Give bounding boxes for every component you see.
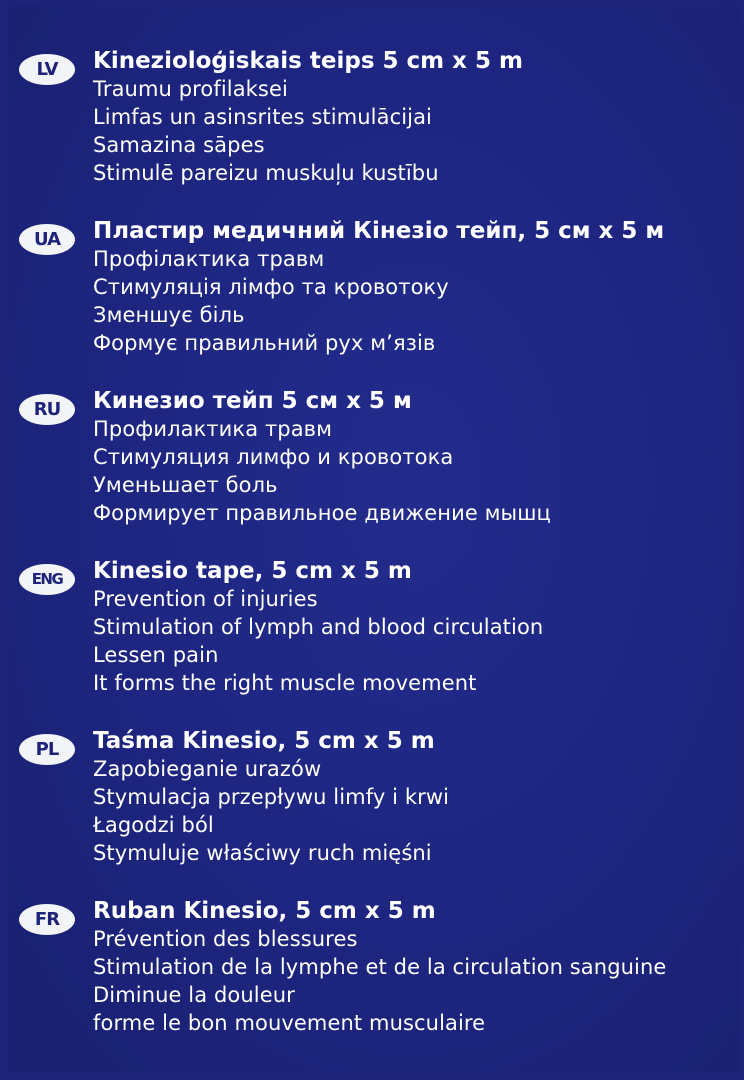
list-item: Стимуляція лімфо та кровотоку (93, 275, 449, 299)
list-item: Prévention des blessures (93, 927, 358, 951)
benefit-list-fr (93, 925, 741, 1037)
benefit-list-ru (93, 415, 741, 527)
list-item: Профилактика травм (93, 417, 333, 441)
list-item: Diminue la douleur (93, 983, 295, 1007)
list-item: Zapobieganie urazów (93, 757, 322, 781)
language-badge-ru: RU (19, 394, 75, 425)
list-item: Stimulē pareizu muskuļu kustību (93, 161, 439, 185)
section-pl (8, 726, 741, 896)
list-item: It forms the right muscle movement (93, 671, 477, 695)
list-item: Stymulacja przepływu limfy i krwi (93, 785, 450, 809)
section-title-lv: Kinezioloģiskais teips 5 cm x 5 m (93, 48, 523, 74)
list-item: Samazina sāpes (93, 133, 265, 157)
list-item: Stimulation de la lymphe et de la circulation sanguine (93, 955, 667, 979)
section-ru (8, 386, 741, 556)
list-item: Формирует правильное движение мышц (93, 501, 551, 525)
section-fr (8, 896, 741, 1066)
section-eng (8, 556, 741, 726)
list-item: Стимуляция лимфо и кровотока (93, 445, 454, 469)
list-item: Limfas un asinsrites stimulācijai (93, 105, 432, 129)
language-badge-eng: ENG (19, 564, 75, 595)
list-item: Łagodzi ból (93, 813, 214, 837)
language-badge-lv: LV (19, 54, 75, 85)
list-item: Формує правильний рух м’язів (93, 331, 436, 355)
section-title-pl: Taśma Kinesio, 5 cm x 5 m (93, 728, 435, 754)
list-item: Stymuluje właściwy ruch mięśni (93, 841, 432, 865)
benefit-list-eng (93, 585, 741, 697)
benefit-list-ua (93, 245, 741, 357)
list-item: Lessen pain (93, 643, 219, 667)
section-title-ru: Кинезио тейп 5 см х 5 м (93, 388, 412, 414)
list-item: forme le bon mouvement musculaire (93, 1011, 486, 1035)
list-item: Stimulation of lymph and blood circulation (93, 615, 544, 639)
section-ua (8, 216, 741, 386)
package-panel (8, 6, 741, 1072)
list-item: Профілактика травм (93, 247, 325, 271)
section-title-ua: Пластир медичний Кінезіо тейп, 5 см х 5 м (93, 218, 665, 244)
language-badge-ua: UA (19, 224, 75, 255)
list-item: Зменшує біль (93, 303, 245, 327)
benefit-list-lv (93, 75, 741, 187)
list-item: Уменьшает боль (93, 473, 278, 497)
list-item: Prevention of injuries (93, 587, 318, 611)
language-badge-pl: PL (19, 734, 75, 765)
section-title-eng: Kinesio tape, 5 cm x 5 m (93, 558, 412, 584)
list-item: Traumu profilaksei (93, 77, 288, 101)
section-title-fr: Ruban Kinesio, 5 cm x 5 m (93, 898, 436, 924)
section-lv (8, 46, 741, 216)
benefit-list-pl (93, 755, 741, 867)
language-badge-fr: FR (19, 904, 75, 935)
